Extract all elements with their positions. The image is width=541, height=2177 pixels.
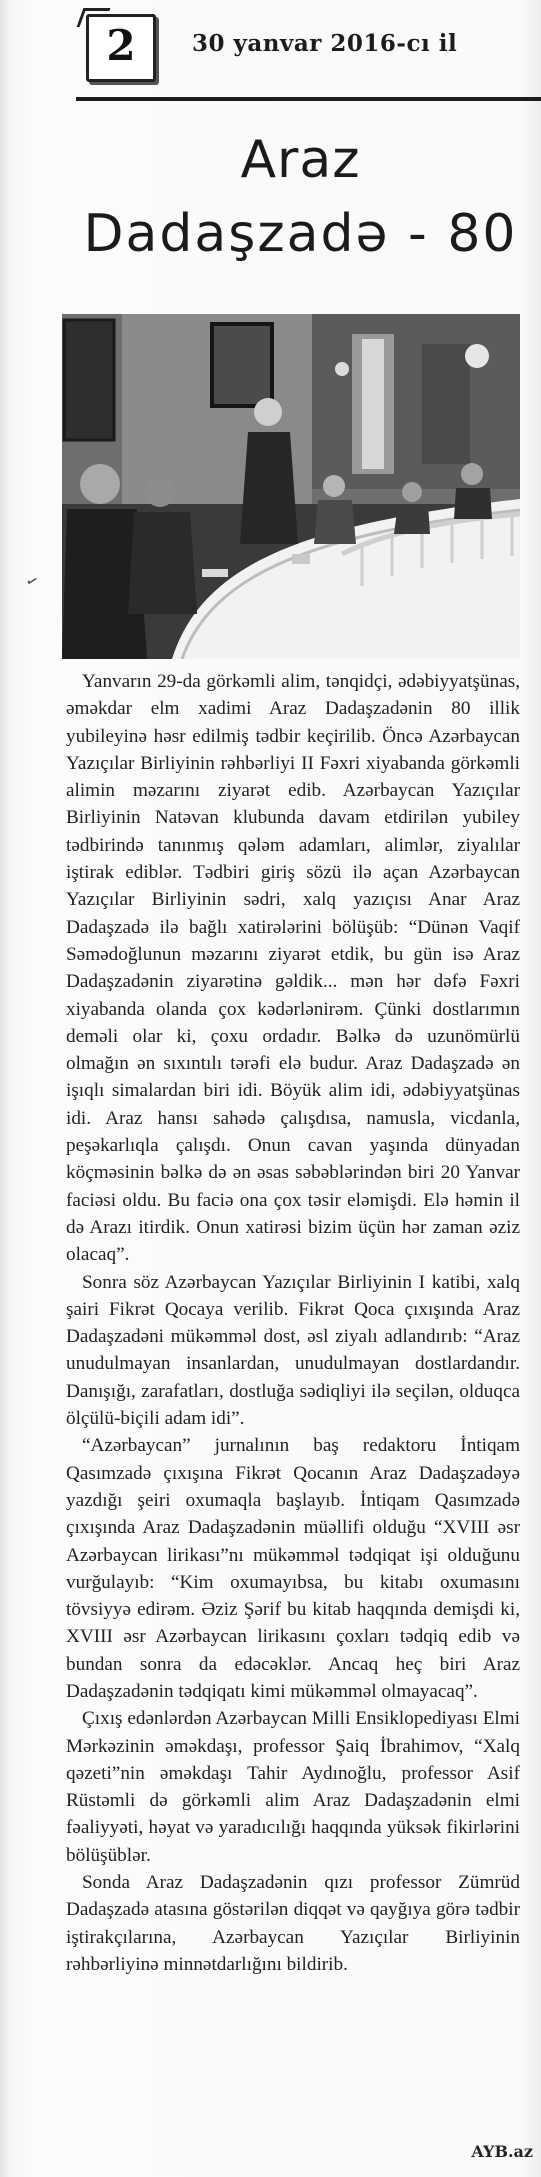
- article-paragraph: Çıxış edənlərdən Azərbaycan Milli Ensiklopediyası Elmi Mərkəzinin əməkdaşı, professor Şaiq İbrahimov, “Xalq qəzeti”nin əməkdaşı Tahir Aydınoğlu, professor Asif Rüstəmli də görkəmli alim Araz Dadaşzadənin elmi fəaliyyəti, həyat və yaradıcılığı haqqında yüksək fikirlərini bölüşüblər.: [66, 1708, 520, 1866]
- article-paragraph: Yanvarın 29-da görkəmli alim, tənqidçi, ədəbiyyatşünas, əməkdar elm xadimi Araz Dadaşzadənin 80 illik yubileyinə həsr edilmiş tədbir keçirilib. Öncə Azərbaycan Yazıçılar Birliyinin rəhbərliyi II Fəxri xiyabanda görkəmli alimin məzarını ziyarət edib. Azərbaycan Yazıçılar Birliyinin Natəvan klubunda davam etdirilən yubiley tədbirində tanınmış qələm adamları, alimlər, ziyalılar iştirak ediblər. Tədbiri giriş sözü ilə açan Azərbaycan Yazıçılar Birliyinin sədri, xalq yazıçısı Anar Araz Dadaşzadə ilə bağlı xatirələrini bölüşüb: “Dünən Vaqif Səmədoğlunun məzarını ziyarət etdik, bu gün isə Araz Dadaşzadənin ziyarətinə gəldik... mən hər dəfə Fəxri xiyabanda olanda çox kədərlənirəm. Çünki dostlarımın deməli olar ki, çoxu ordadır. Bəlkə də uzunömürlü olmağın ən sıxıntılı tərəfi elə budur. Araz Dadaşzadə ən işıqlı simalardan biri idi. Böyük alim idi, ədəbiyyatşünas idi. Araz hansı sahədə çalışdısa, namusla, vicdanla, peşəkarlıqla çalışdı. Onun cavan yaşında dünyadan köçməsinin bəlkə də ən əsas səbəblərindən biri 20 Yanvar faciəsi oldu. Bu faciə ona çox təsir eləmişdi. Elə həmin il də Arazı itirdik. Onun xatirəsi bizim üçün hər zaman əziz olacaq”.: [66, 671, 520, 1266]
- header-rule: [76, 97, 541, 101]
- headline-line-1: Araz: [240, 130, 361, 190]
- issue-date: 30 yanvar 2016-cı il: [192, 30, 458, 57]
- headline-line-2: Dadaşzadə - 80: [83, 204, 518, 264]
- source-credit: AYB.az: [471, 2142, 533, 2161]
- page-number-book-icon: [86, 14, 156, 82]
- event-photo: [62, 314, 520, 659]
- article-paragraph: Sonra söz Azərbaycan Yazıçılar Birliyinin I katibi, xalq şairi Fikrət Qocaya verilib. Fikrət Qoca çıxışında Araz Dadaşzadəni mükəmməl dost, əsl ziyalı adlandırıb: “Araz unudulmayan insanlardan, unudulmayan dostlardandır. Danışığı, zarafatları, dostluğa sədiqliyi ilə seçilən, olduqca ölçülü-biçili adam idi”.: [66, 1271, 520, 1430]
- page-number: 2: [106, 21, 136, 70]
- article-paragraph: Sonda Araz Dadaşzadənin qızı professor Zümrüd Dadaşzadə atasına göstərilən diqqət və qayğıya görə tədbir iştirakçılarına, Azərbaycan Yazıçılar Birliyinin rəhbərliyinə minnətdarlığını bildirib.: [66, 1872, 520, 1975]
- article-paragraph: “Azərbaycan” jurnalının baş redaktoru İntiqam Qasımzadə çıxışına Fikrət Qocanın Araz Dadaşzadəyə yazdığı şeiri oxumaqla başlayıb. İntiqam Qasımzadə çıxışında Araz Dadaşzadənin müəllifi olduğu “XVIII əsr Azərbaycan lirikası”nı mükəmməl tədqiqat işi olduğunu vurğulayıb: “Kim oxumayıbsa, bu kitabı oxumasını tövsiyyə edirəm. Əziz Şərif bu kitab haqqında demişdi ki, XVIII əsr Azərbaycan lirikasını çoxları tədqiq edib və bundan sonra da edəcəklər. Ancaq heç biri Araz Dadaşzadənin tədqiqatı kimi mükəmməl olmayacaq”.: [66, 1435, 520, 1702]
- print-mark: ✓: [23, 572, 41, 592]
- article-body: [66, 668, 520, 1978]
